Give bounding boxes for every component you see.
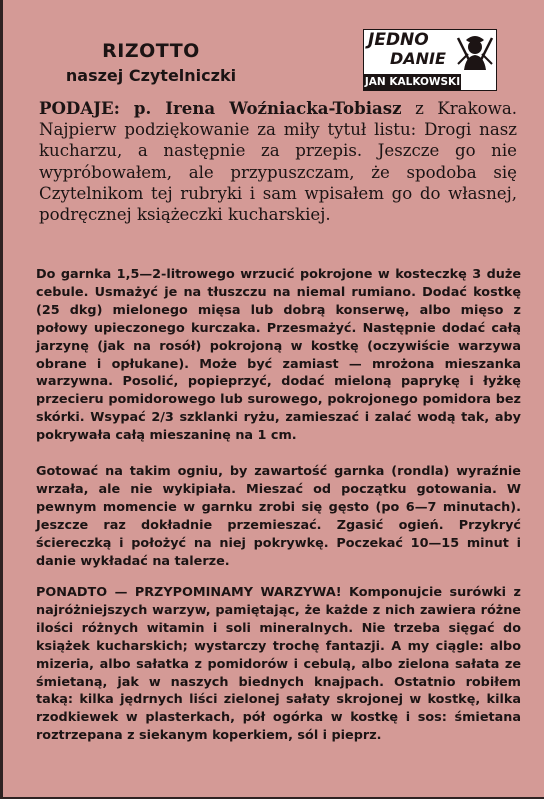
intro-lead: PODAJE: p. Irena Woźniacka-Tobiasz [39, 98, 402, 118]
logo-line-1: JEDNO [368, 30, 429, 50]
recipe-paragraph-2: Gotować na takim ogniu, by zawartość garnka (rondla) wyraźnie wrzała, ale nie wykipiała. Mieszać od początku gotowania. W pewnym momencie w garnku zrobi się gęsto (po 6—7 minutach). Jeszcze raz dokładnie przemieszać. Zgasić ogień. Przykryć ściereczką i położyć na niej pokrywkę. Poczekać 10—15 minut i danie wykładać na talerze. [36, 464, 521, 569]
article-heading [31, 40, 271, 85]
column-logo [363, 29, 497, 91]
recipe-paragraph-3: PONADTO — PRZYPOMINAMY WARZYWA! Komponujcie surówki z najróżniejszych warzyw, pamiętając, że każde z nich zawiera różne ilości różnych witamin i soli mineralnych. Nie trzeba sięgać do książek kucharskich; wystarczy trochę fantazji. A my ciągle: albo mizeria, albo sałatka z pomidorów i cebulą, albo zielona sałata ze śmietaną, jak w naszych biednych knajpach. Ostatnio robiłem taką: kilka jędrnych liści zielonej sałaty skrojonej w kostkę, kilka rzodkiewek w plasterkach, pół ogórka w kostkę i sos: śmietana roztrzepana z siekanym koperkiem, sól i pieprz. [36, 585, 521, 744]
article-title: RIZOTTO [102, 40, 200, 62]
intro-body: z Krakowa. Najpierw podziękowanie za miły tytuł listu: Drogi nasz kucharzu, a następnie za przepis. Jeszcze go nie wypróbowałem, ale przypuszczam, że spodoba się Czytelnikom tej rubryki i sam wpisałem go do własnej, podręcznej książeczki kucharskiej. [39, 99, 517, 225]
chef-with-utensils-icon [456, 34, 494, 72]
article-subtitle: naszej Czytelniczki [65, 66, 237, 85]
logo-author-name: JAN KALKOWSKI [364, 74, 461, 91]
recipe-paragraph-1: Do garnka 1,5—2-litrowego wrzucić pokrojone w kosteczkę 3 duże cebule. Usmażyć je na tłuszczu na niemal rumiano. Dodać kostkę (25 dkg) mielonego mięsa lub dobrą konserwę, albo mięso z połowy upieczonego kurczaka. Przesmażyć. Następnie dodać całą jarzynę (jak na rosół) pokrojoną w kostkę (oczywiście warzywa obrane i opłukane). Może być zamiast — mrożona mieszanka warzywna. Posolić, popieprzyć, dodać mieloną paprykę i łyżkę przecieru pomidorowego lub surowego, pokrojonego pomidora bez skórki. Wsypać 2/3 szklanki ryżu, zamieszać i zalać wodą tak, aby pokrywała całą mieszaninę na 1 cm. [36, 267, 521, 444]
intro-paragraph [39, 98, 517, 225]
logo-line-2: DANIE [390, 49, 446, 68]
